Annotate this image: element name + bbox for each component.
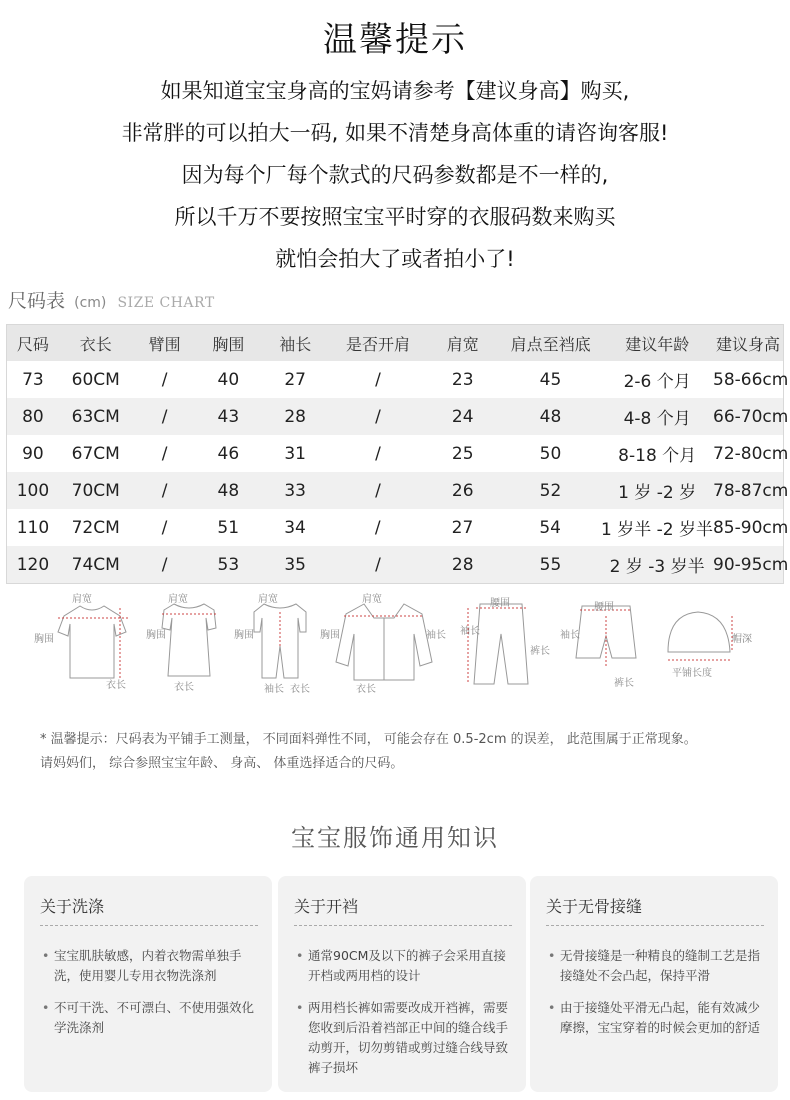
notice-title: 温馨提示: [323, 20, 467, 60]
table-cell: /: [375, 369, 381, 390]
header-cell: 建议身高: [716, 334, 781, 354]
table-cell: 85-90cm: [712, 517, 789, 538]
size-chart-subtitle: SIZE CHART: [117, 295, 215, 311]
diagram-label: 衣长: [290, 684, 310, 695]
table-header-row: [7, 325, 783, 361]
table-cell: /: [375, 406, 381, 427]
diagram-label: 胸围: [234, 630, 254, 641]
diagram-label: 帽深: [732, 634, 752, 645]
diagram-label: 腰围: [490, 598, 510, 609]
table-cell: 45: [539, 369, 562, 390]
diagram-label: 肩宽: [258, 594, 278, 605]
table-cell: 60CM: [71, 369, 120, 390]
table-cell: 43: [217, 406, 240, 427]
size-chart-heading: [8, 288, 215, 314]
table-cell: 28: [284, 406, 306, 427]
table-cell: 23: [451, 369, 474, 390]
header-cell: 是否开肩: [346, 334, 411, 354]
diagram-label: 胸围: [146, 630, 166, 641]
table-cell: 48: [539, 406, 562, 427]
table-cell: 74CM: [71, 554, 120, 575]
hat-icon: [668, 612, 732, 660]
table-cell: /: [161, 554, 168, 575]
garment-outlines: [28, 588, 768, 700]
card-bullet: • 通常90CM及以下的裤子会采用直接开档或两用档的设计: [294, 946, 512, 986]
trousers-icon: [468, 604, 528, 684]
notice-line: 非常胖的可以拍大一码, 如果不清楚身高体重的请咨询客服!: [121, 121, 669, 145]
table-cell: 90-95cm: [713, 554, 789, 575]
table-cell: /: [161, 517, 168, 538]
diagram-label: 袖长: [560, 630, 580, 641]
card-bullet: • 无骨接缝是一种精良的缝制工艺是指接缝处不会凸起，保持平滑: [546, 946, 764, 986]
table-cell: 63CM: [71, 406, 120, 427]
shorts-icon: [576, 606, 636, 668]
card-title: 关于洗涤: [40, 894, 258, 926]
diagram-label: 袖长: [264, 684, 284, 695]
table-cell: 34: [284, 517, 306, 538]
table-cell: 66-70cm: [713, 406, 789, 427]
table-cell: 67CM: [71, 443, 120, 464]
diagram-label: 腰围: [594, 602, 614, 613]
table-row: [7, 435, 789, 472]
table-cell: 51: [217, 517, 240, 538]
table-cell: 90: [22, 443, 44, 464]
table-cell: 28: [451, 554, 474, 575]
table-row: [7, 398, 789, 435]
table-cell: 46: [217, 443, 240, 464]
header-cell: 肩宽: [446, 334, 479, 354]
diagram-label: 胸围: [320, 630, 340, 641]
card-seamless: [530, 876, 778, 1092]
table-cell: 120: [16, 554, 50, 575]
measurement-diagrams: [28, 588, 768, 700]
table-cell: 80: [22, 406, 44, 427]
table-cell: 72-80cm: [713, 443, 789, 464]
jacket-icon: [336, 604, 432, 680]
notice-line: 因为每个厂每个款式的尺码参数都是不一样的,: [181, 163, 609, 187]
dress-icon: [162, 604, 218, 676]
diagram-label: 衣长: [356, 684, 376, 695]
table-row: [7, 361, 789, 398]
table-cell: 24: [451, 406, 474, 427]
table-cell: 72CM: [71, 517, 120, 538]
table-cell: 52: [539, 480, 562, 501]
header-cell: 衣长: [79, 334, 112, 354]
table-cell: 27: [451, 517, 474, 538]
table-row: [7, 472, 789, 509]
table-cell: /: [375, 480, 381, 501]
notice-line: 所以千万不要按照宝宝平时穿的衣服码数来购买: [174, 205, 616, 229]
table-cell: 25: [451, 443, 474, 464]
diagram-label: 胸围: [34, 634, 54, 645]
header-cell: 臂围: [148, 334, 181, 354]
table-cell: 40: [217, 369, 240, 390]
table-cell: 31: [284, 443, 306, 464]
table-cell: 78-87cm: [713, 480, 789, 501]
table-cell: 4-8 个月: [623, 409, 691, 429]
size-chart-title: 尺码表: [8, 290, 66, 312]
notice-line: 如果知道宝宝身高的宝妈请参考【建议身高】购买,: [160, 79, 630, 103]
table-cell: 58-66cm: [713, 369, 789, 390]
table-cell: 55: [539, 554, 562, 575]
header-cell: 袖长: [279, 334, 312, 354]
table-cell: 54: [539, 517, 561, 538]
table-cell: 70CM: [71, 480, 120, 501]
notice-lines: [0, 70, 790, 280]
diagram-label: 衣长: [174, 682, 194, 693]
diagram-label: 肩宽: [168, 594, 188, 605]
tip-line: 请妈妈们， 综合参照宝宝年龄、 身高、 体重选择适合的尺码。: [40, 756, 404, 771]
diagram-label: 肩宽: [362, 594, 382, 605]
table-cell: /: [161, 443, 168, 464]
table-cell: 1 岁 -2 岁: [618, 483, 697, 503]
table-row: [7, 546, 789, 583]
card-bullet: • 不可干洗、不可漂白、不使用强效化学洗涤剂: [40, 998, 258, 1038]
card-open-crotch: [278, 876, 526, 1092]
card-title: 关于开裆: [294, 894, 512, 926]
knowledge-title: 宝宝服饰通用知识: [291, 824, 499, 852]
table-cell: 1 岁半 -2 岁半: [601, 520, 713, 540]
table-cell: 100: [16, 480, 50, 501]
table-cell: /: [161, 480, 168, 501]
tip-line: * 温馨提示：尺码表为平铺手工测量， 不同面料弹性不同， 可能会存在 0.5-2cm 的误差， 此范围属于正常现象。: [40, 732, 697, 747]
header-cell: 建议年龄: [625, 334, 690, 354]
diagram-label: 裤长: [530, 646, 550, 657]
table-cell: 53: [217, 554, 240, 575]
table-cell: 33: [284, 480, 306, 501]
table-cell: 73: [22, 369, 44, 390]
table-cell: /: [374, 517, 381, 538]
diagram-label: 平铺长度: [672, 668, 712, 679]
header-cell: 尺码: [16, 334, 49, 354]
header-cell: 胸围: [212, 334, 245, 354]
card-washing: [24, 876, 272, 1092]
table-cell: 26: [451, 480, 474, 501]
table-cell: /: [375, 554, 381, 575]
table-cell: 50: [539, 443, 562, 464]
header-cell: 肩点至裆底: [510, 334, 591, 354]
table-cell: /: [161, 369, 168, 390]
card-bullet: • 由于接缝处平滑无凸起，能有效减少摩擦，宝宝穿着的时候会更加的舒适: [546, 998, 764, 1038]
card-bullet: • 宝宝肌肤敏感，内着衣物需单独手洗，使用婴儿专用衣物洗涤剂: [40, 946, 258, 986]
measurement-tip: [40, 728, 760, 776]
notice-line: 就怕会拍大了或者拍小了!: [275, 247, 515, 271]
table-cell: 27: [284, 369, 306, 390]
size-table: [6, 324, 789, 584]
table-cell: 48: [217, 480, 240, 501]
romper-icon: [254, 604, 306, 678]
table-cell: 8-18 个月: [618, 446, 697, 466]
table-cell: 110: [16, 517, 50, 538]
table-row: [7, 509, 789, 546]
table-cell: 2-6 个月: [623, 372, 691, 392]
diagram-label: 裤长: [614, 678, 634, 689]
size-chart-unit: (cm): [74, 295, 107, 311]
table-cell: 35: [284, 554, 306, 575]
diagram-label: 袖长: [426, 630, 446, 641]
diagram-label: 肩宽: [72, 594, 92, 605]
diagram-label: 衣长: [106, 680, 126, 691]
table-cell: /: [375, 443, 381, 464]
table-cell: 2 岁 -3 岁半: [609, 557, 705, 577]
card-title: 关于无骨接缝: [546, 894, 764, 926]
diagram-label: 袖长: [460, 626, 480, 637]
tshirt-icon: [58, 606, 128, 678]
card-bullet: • 两用档长裤如需要改成开裆裤，需要您收到后沿着裆部正中间的缝合线手动剪开，切勿剪错或剪过缝合线导致裤子损坏: [294, 998, 512, 1078]
table-cell: /: [161, 406, 168, 427]
